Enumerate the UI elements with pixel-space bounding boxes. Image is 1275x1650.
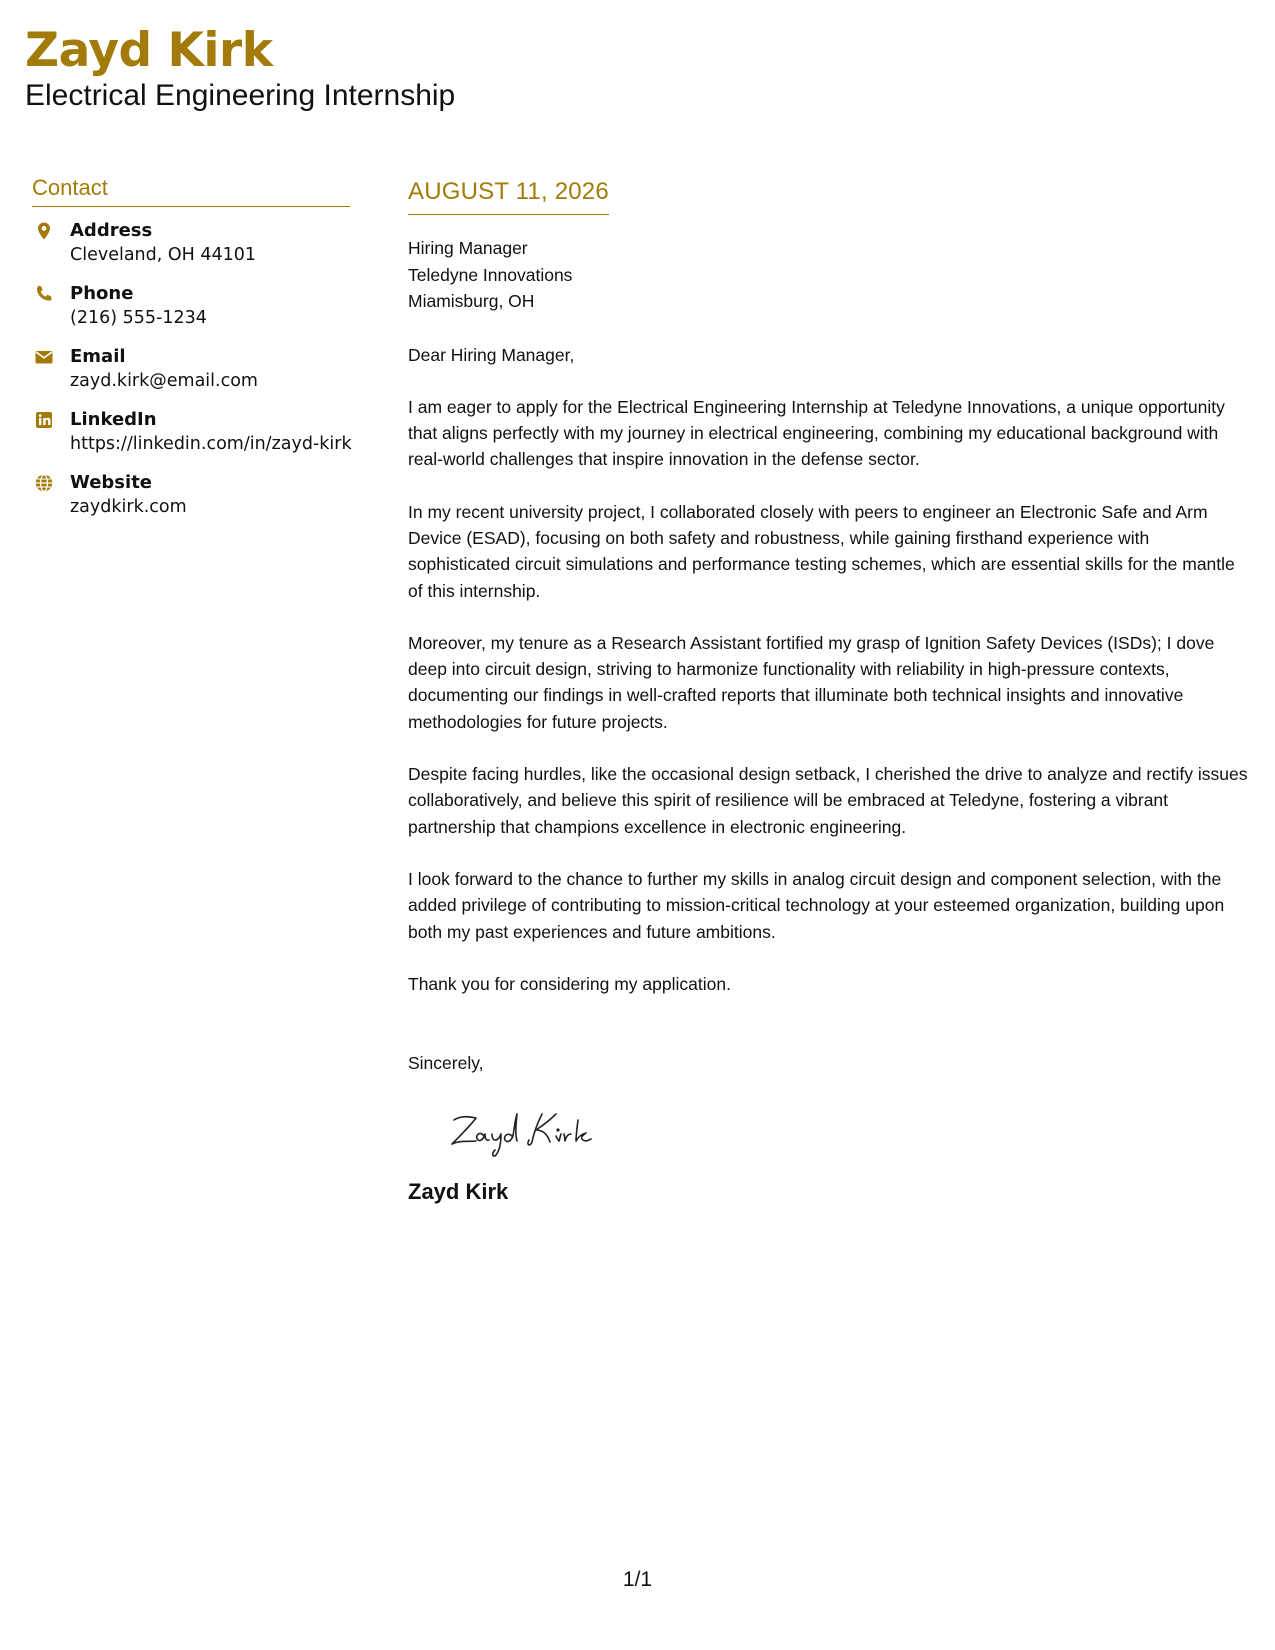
recipient-block bbox=[408, 235, 1253, 315]
contact-sidebar bbox=[32, 175, 350, 534]
linkedin-value[interactable]: https://linkedin.com/in/zayd-kirk bbox=[70, 434, 352, 454]
contact-phone bbox=[32, 282, 350, 345]
letter-body bbox=[408, 178, 1253, 1206]
recipient-location: Miamisburg, OH bbox=[408, 291, 535, 311]
page-number: 1/1 bbox=[622, 1568, 653, 1591]
salutation: Dear Hiring Manager, bbox=[408, 344, 575, 365]
website-label: Website bbox=[70, 472, 153, 493]
linkedin-icon bbox=[34, 410, 54, 430]
phone-value[interactable]: (216) 555-1234 bbox=[70, 308, 207, 328]
recipient-title: Hiring Manager bbox=[408, 238, 528, 258]
phone-icon bbox=[34, 284, 54, 304]
paragraph: Moreover, my tenure as a Research Assistant fortified my grasp of Ignition Safety Devices (ISDs); I dove deep into circuit design, striving to harmonize functionality with reliability in high-pressure contexts, documenting our findings in well-crafted reports that illuminate both technical insights and innovative methodologies for future projects. bbox=[408, 632, 1215, 732]
contact-linkedin bbox=[32, 408, 350, 471]
letter-date: AUGUST 11, 2026 bbox=[408, 178, 609, 215]
recipient-company: Teledyne Innovations bbox=[408, 264, 573, 285]
paragraph: Thank you for considering my application. bbox=[408, 973, 731, 994]
contact-email bbox=[32, 345, 350, 408]
website-value[interactable]: zaydkirk.com bbox=[70, 497, 187, 517]
globe-icon bbox=[34, 473, 54, 493]
position-title: Electrical Engineering Internship bbox=[25, 79, 456, 112]
contact-website bbox=[32, 471, 350, 534]
linkedin-label: LinkedIn bbox=[70, 409, 157, 430]
email-label: Email bbox=[70, 346, 126, 367]
signer-name: Zayd Kirk bbox=[408, 1179, 509, 1205]
address-value: Cleveland, OH 44101 bbox=[70, 245, 257, 265]
paragraph: In my recent university project, I collaborated closely with peers to engineer an Electronic Safe and Arm Device (ESAD), focusing on both safety and robustness, while gaining firsthand experience with sophisticated circuit simulations and performance testing schemes, which are essential skills for the mantle of this internship. bbox=[408, 501, 1235, 601]
contact-list bbox=[32, 219, 350, 534]
paragraph: I am eager to apply for the Electrical Engineering Internship at Teledyne Innovations, a unique opportunity that aligns perfectly with my journey in electrical engineering, combining my educational background with real-world challenges that inspire innovation in the defense sector. bbox=[408, 396, 1225, 470]
contact-heading: Contact bbox=[32, 175, 350, 207]
email-value[interactable]: zayd.kirk@email.com bbox=[70, 371, 258, 391]
applicant-name: Zayd Kirk bbox=[25, 23, 273, 78]
phone-label: Phone bbox=[70, 283, 134, 304]
map-pin-icon bbox=[34, 221, 54, 241]
paragraph: Despite facing hurdles, like the occasional design setback, I cherished the drive to analyze and rectify issues collaboratively, and believe this spirit of resilience will be embraced at Teledyne, fostering a vibrant partnership that champions excellence in electronic engineering. bbox=[408, 764, 1248, 837]
envelope-icon bbox=[34, 347, 54, 367]
paragraph: I look forward to the chance to further my skills in analog circuit design and component selection, with the added privilege of contributing to mission-critical technology at your esteemed organization, building upon both my past experiences and future ambitions. bbox=[408, 868, 1225, 942]
handwritten-signature bbox=[446, 1100, 1253, 1170]
contact-address bbox=[32, 219, 350, 282]
address-label: Address bbox=[70, 220, 153, 241]
header bbox=[25, 22, 455, 114]
closing: Sincerely, bbox=[408, 1053, 484, 1074]
